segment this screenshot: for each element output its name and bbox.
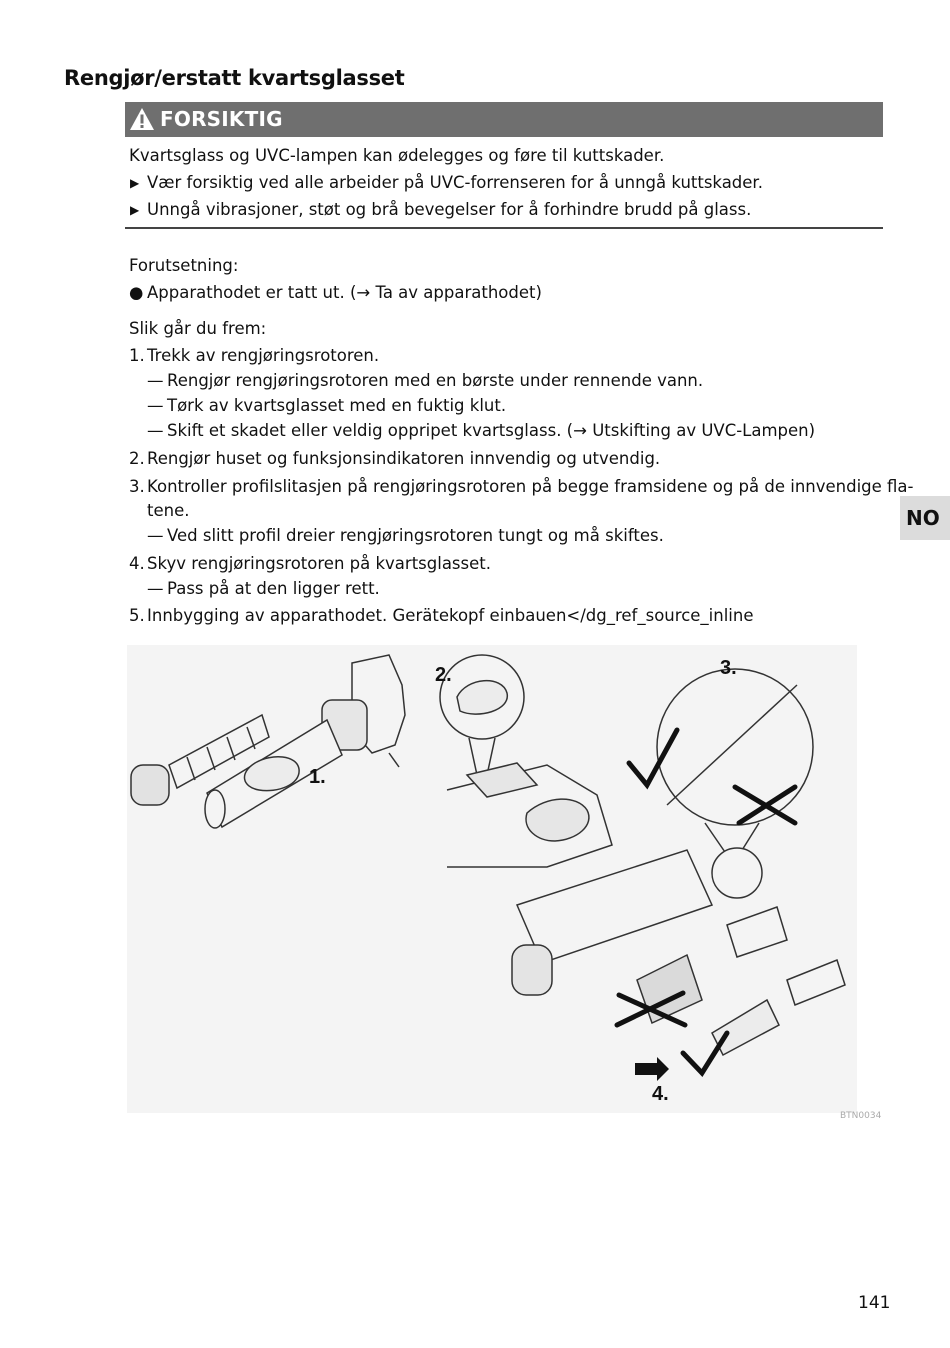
- warning-icon: [129, 107, 155, 131]
- bullet-arrow-icon: ▶: [130, 203, 140, 217]
- step-3-sub: Ved slitt profil dreier rengjøringsrotoren tungt og må skiftes.: [167, 526, 664, 545]
- maintenance-illustration: [127, 645, 857, 1113]
- step-1-sub: Skift et skadet eller veldig oppripet kvartsglass. (→ Utskifting av UVC-Lampen): [167, 421, 816, 440]
- dash-marker: —: [147, 579, 164, 598]
- caution-label: FORSIKTIG: [160, 107, 283, 131]
- caution-intro: Kvartsglass og UVC-lampen kan ødelegges og føre til kuttskader.: [129, 146, 665, 165]
- figure-label: 4.: [652, 1083, 669, 1105]
- step-3-cont: tene.: [147, 501, 190, 520]
- figure-label: 2.: [435, 664, 452, 686]
- step-1-sub: Tørk av kvartsglasset med en fuktig klut.: [167, 396, 507, 415]
- bullet-dot-icon: ●: [129, 283, 144, 302]
- dash-marker: —: [147, 526, 164, 545]
- procedure-label: Slik går du frem:: [129, 319, 267, 338]
- prerequisite-item: Apparathodet er tatt ut. (→ Ta av apparathodet): [147, 283, 542, 302]
- prerequisite-label: Forutsetning:: [129, 256, 239, 275]
- step-3: Kontroller profilslitasjen på rengjøringsrotoren på begge framsidene og på de innvendige fla-: [147, 477, 914, 496]
- caution-item: Vær forsiktig ved alle arbeider på UVC-forrenseren for å unngå kuttskader.: [147, 173, 763, 192]
- caution-divider: [125, 227, 883, 229]
- step-1-sub: Rengjør rengjøringsrotoren med en børste under rennende vann.: [167, 371, 704, 390]
- step-number: 3.: [129, 477, 145, 496]
- step-number: 1.: [129, 346, 145, 365]
- bullet-arrow-icon: ▶: [130, 176, 140, 190]
- language-tab: NO: [900, 496, 950, 540]
- page-number: 141: [858, 1293, 891, 1313]
- step-4: Skyv rengjøringsrotoren på kvartsglasset.: [147, 554, 491, 573]
- caution-banner: [125, 102, 883, 137]
- figure-label: 1.: [309, 766, 326, 788]
- step-number: 5.: [129, 606, 145, 625]
- step-5: Innbygging av apparathodet. Gerätekopf einbauen</dg_ref_source_inline: [147, 606, 754, 625]
- step-4-sub: Pass på at den ligger rett.: [167, 579, 380, 598]
- illustration-drawing: [127, 645, 857, 1113]
- figure-code: BTN0034: [840, 1111, 882, 1121]
- section-title: Rengjør/erstatt kvartsglasset: [64, 66, 405, 90]
- dash-marker: —: [147, 421, 164, 440]
- step-number: 4.: [129, 554, 145, 573]
- figure-label: 3.: [720, 657, 737, 679]
- step-2: Rengjør huset og funksjonsindikatoren innvendig og utvendig.: [147, 449, 661, 468]
- step-number: 2.: [129, 449, 145, 468]
- step-1: Trekk av rengjøringsrotoren.: [147, 346, 380, 365]
- caution-item: Unngå vibrasjoner, støt og brå bevegelser for å forhindre brudd på glass.: [147, 200, 752, 219]
- dash-marker: —: [147, 371, 164, 390]
- dash-marker: —: [147, 396, 164, 415]
